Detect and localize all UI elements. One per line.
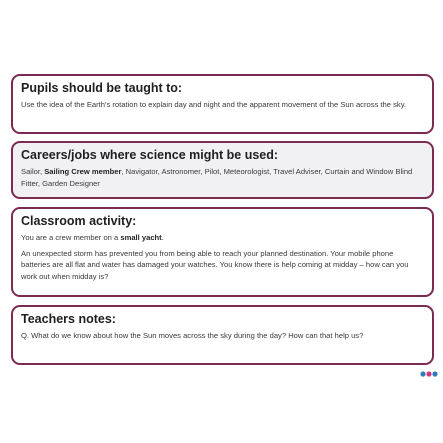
activity-text: An unexpected storm has prevented you from being able to reach your planned destination. Your mobile phone batteries are all flat and water has damaged your watches. You know there is help coming at midday – how can you work out when midday is?: [21, 248, 409, 281]
activity-card: [11, 207, 434, 297]
careers-title: Careers/jobs where science might be used:: [21, 148, 279, 162]
careers-card: [11, 141, 434, 199]
dots-logo-icon: [420, 370, 438, 378]
activity-title: Classroom activity:: [21, 214, 137, 228]
activity-highlight: small yacht: [120, 233, 162, 242]
curriculum-text: Use the idea of the Earth's rotation to explain day and night and the apparent movement of the Sun across the sky.: [21, 100, 407, 109]
teachers-notes-card: [11, 305, 434, 365]
teachers-notes-title: Teachers notes:: [21, 312, 116, 326]
teachers-notes-text: Q. What do we know about how the Sun moves across the sky during the day? How can that help us?: [21, 331, 364, 340]
curriculum-card: [11, 74, 434, 134]
activity-intro: You are a crew member on a small yacht.: [21, 233, 164, 242]
careers-text: Sailor, Sailing Crew member, Navigator, Astronomer, Pilot, Meteorologist, Travel Adviser, Curtain and Window Blind Fitter, Garden Designer: [21, 167, 413, 188]
curriculum-title: Pupils should be taught to:: [21, 81, 183, 95]
careers-highlight: Sailing Crew member: [44, 167, 122, 176]
